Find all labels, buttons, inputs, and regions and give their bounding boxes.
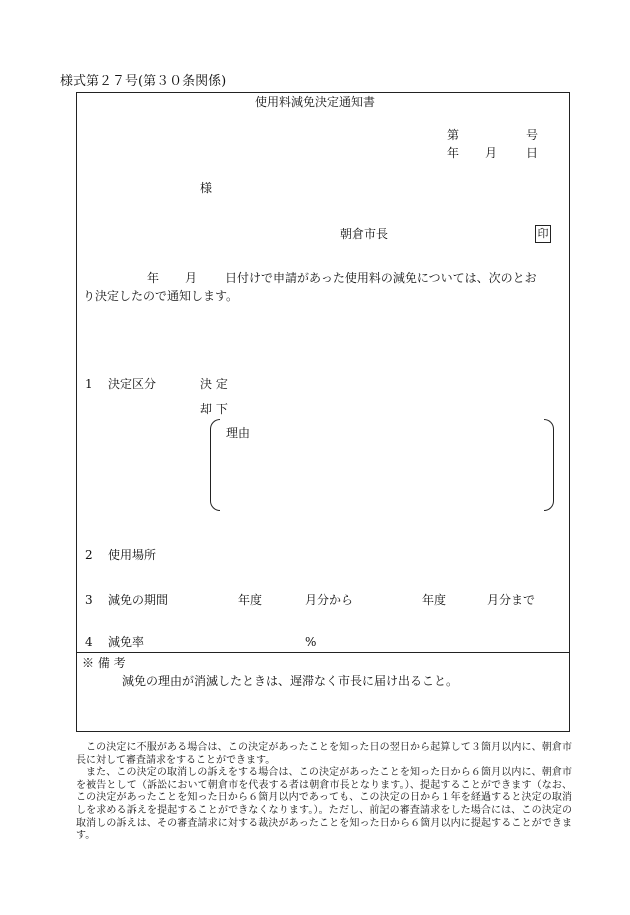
remarks-divider bbox=[76, 652, 570, 653]
reason-bracket-right bbox=[544, 419, 554, 511]
sender-name: 朝倉市長 bbox=[340, 227, 389, 241]
seal-mark: 印 bbox=[535, 225, 551, 243]
period-start-year: 年度 bbox=[238, 593, 263, 607]
date-year: 年 bbox=[447, 146, 460, 160]
date-day: 日 bbox=[526, 146, 539, 160]
reason-label: 理由 bbox=[226, 426, 251, 440]
decision-reject: 却 下 bbox=[200, 402, 228, 416]
remarks-heading: ※ 備 考 bbox=[82, 656, 126, 670]
document-title: 使用料減免決定通知書 bbox=[254, 95, 375, 109]
number-prefix: 第 bbox=[447, 128, 460, 142]
body-date-year: 年 bbox=[147, 271, 160, 285]
form-number: 様式第２７号(第３０条関係) bbox=[60, 74, 227, 89]
body-text-line2: り決定したので通知します。 bbox=[83, 289, 239, 303]
body-date-month: 月 bbox=[185, 271, 198, 285]
date-month: 月 bbox=[485, 146, 498, 160]
item-number: 2 bbox=[85, 548, 93, 562]
body-text-line1: 日付けで申請があった使用料の減免については、次のとお bbox=[225, 271, 537, 285]
decision-approve: 決 定 bbox=[200, 377, 228, 391]
place-label: 使用場所 bbox=[108, 548, 157, 562]
item-number: 1 bbox=[85, 377, 93, 391]
period-end-month: 月分まで bbox=[487, 593, 536, 607]
remarks-text: 減免の理由が消滅したときは、遅滞なく市長に届け出ること。 bbox=[122, 674, 459, 688]
number-suffix: 号 bbox=[526, 128, 539, 142]
appeal-notice-paragraph: また、この決定の取消しの訴えをする場合は、この決定があったことを知った日から６箇月以内に、朝倉市を被告として（訴訟において朝倉市を代表する者は朝倉市長となります。）、提起することができます（なお、この決定があったことを知った日から６箇月以内であっても、この決定の日から１年を経過すると決定の取消しを求める訴えを提起することができなくなります。）。ただし、前記の審査請求をした場合には、この決定の取消しの訴えは、その審査請求に対する裁決があったことを知った日から６箇月以内に提起することができます。 bbox=[76, 767, 572, 842]
item-number: 3 bbox=[85, 593, 93, 607]
period-start-month: 月分から bbox=[305, 593, 354, 607]
rate-unit: % bbox=[305, 635, 317, 649]
appeal-notice-paragraph: この決定に不服がある場合は、この決定があったことを知った日の翌日から起算して３箇月以内に、朝倉市長に対して審査請求をすることができます。 bbox=[76, 742, 572, 766]
reason-bracket-left bbox=[210, 419, 220, 511]
rate-label: 減免率 bbox=[108, 635, 145, 649]
appeal-notice bbox=[76, 742, 572, 843]
notice-frame bbox=[76, 92, 570, 732]
item-number: 4 bbox=[85, 635, 93, 649]
period-label: 減免の期間 bbox=[108, 593, 169, 607]
recipient-suffix: 様 bbox=[200, 181, 213, 195]
period-end-year: 年度 bbox=[422, 593, 447, 607]
decision-label: 決定区分 bbox=[108, 377, 157, 391]
